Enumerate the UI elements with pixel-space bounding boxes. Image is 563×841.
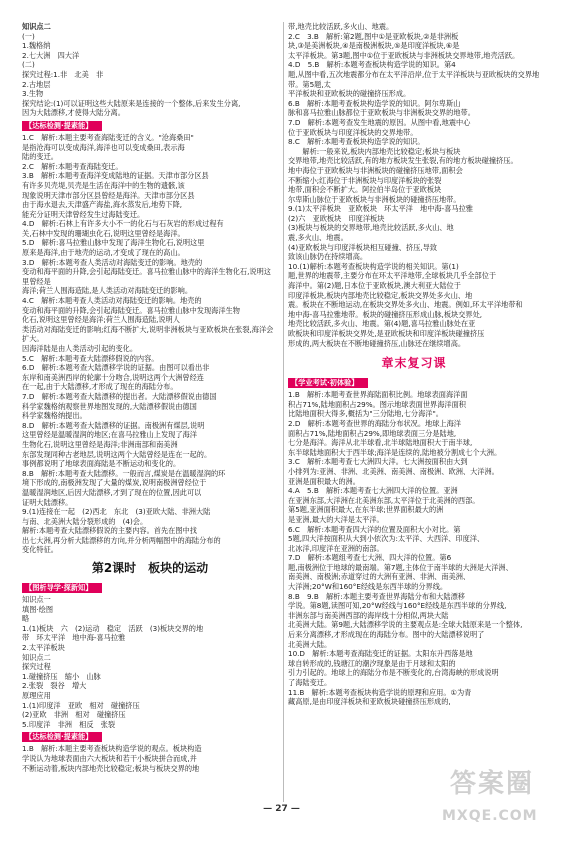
text-line: (3)板块与板块的交界地带,地壳比较活跃,多火山、地 [288, 223, 454, 233]
text-line: 原来是海洋,由于地壳的运动,才变成了现在的高山。 [22, 248, 185, 258]
text-line: 地壳比较活跃,多火山、地震。第(4)题,喜马拉雅山脉处在亚 [288, 319, 476, 329]
text-line: 引力引起的。地球上的海陆分布是不断变化的,台湾海峡的形成说明 [288, 668, 499, 678]
text-line: 1.C 解析:本题主要考查海陆变迁的含义。"沧海桑田" [22, 132, 194, 142]
text-line: 5题,四大洋按面积从大到小依次为:太平洋、大西洋、印度洋、 [288, 534, 485, 544]
text-line: 9.(1)太平洋板块 亚欧板块 环太平洋 地中海-喜马拉雅 [288, 204, 473, 214]
text-line: 现象说明天津市部分区县曾经是海洋。天津市部分区县 [22, 190, 195, 200]
text-line: 尔卑斯山脉位于亚欧板块与非洲板块的碰撞挤压地带。 [288, 194, 461, 204]
section-bar: 【学业考试·初体验】 [288, 378, 368, 388]
text-line: 海洋;荷兰人围海造陆,是人类活动对海陆变迁的影响。 [22, 286, 193, 296]
text-line: 1.B 解析:本题考查世界海陆面积比例。地球表面海洋面 [288, 390, 468, 400]
text-line: 球自转形成的,钱塘江的潮汐现象是由于月球和太阳的 [288, 658, 456, 668]
text-line: 事例都说明了地球表面海陆是不断运动和变化的。 [22, 459, 181, 469]
text-line: 面积占71%,陆地面积占29%,即地球表面三分是陆地, [288, 428, 457, 438]
text-line: 后来分离漂移,才形成现在的海陆分布。图中的大陆漂移说明了 [288, 630, 485, 640]
text-line: 1.魏格纳 [22, 41, 51, 51]
text-line: 境下形成的,南极洲发现了大量的煤炭,说明南极洲曾经位于 [22, 478, 207, 488]
text-line: 7.D 解析:本题考查发生地震的原因。从图中看,地震中心 [288, 117, 471, 127]
text-line: 非洲东部与南美洲西部的海岸线十分相似,两块大陆 [288, 610, 449, 620]
text-line: 4.D 5.B 解析:本题考查板块构造学说的知识。第4 [288, 60, 456, 70]
text-line: (4)亚欧板块与印度洋板块相互碰撞、挤压,导致 [288, 242, 438, 252]
text-line: 3.生物 [22, 89, 44, 99]
text-line: 7.D 解析:本题考查大陆漂移的提出者。大陆漂移假说由德国 [22, 391, 217, 401]
text-line: 知识点二 [22, 22, 51, 31]
text-line: 关,石林中发现的珊瑚虫化石,说明这里曾经是海洋。 [22, 228, 185, 238]
text-line: 是亚洲,最大的大洋是太平洋。 [288, 514, 384, 524]
text-line: 藏高原,是由印度洋板块和亚欧板块碰撞挤压形成的, [288, 697, 451, 707]
text-line: 8.C 解析:本题考查板块构造学说的知识。 [288, 137, 425, 147]
section-bar-row [288, 376, 540, 390]
text-line: 知识点一 [22, 595, 51, 605]
left-column [22, 22, 278, 773]
text-line: 4.C 解析:本题考查人类活动对海陆变迁的影响。地壳的 [22, 296, 202, 306]
text-line: 2.古地层 [22, 79, 51, 89]
section-bar: 【达标检测·提素能】 [22, 121, 102, 131]
text-line: 科学家魏格纳提出。 [22, 411, 87, 421]
text-line: 2.D 解析:本题考查世界的海陆分布状况。地球上海洋 [288, 418, 461, 428]
text-line: 因海洋陆是由人类活动引起的变化。 [22, 344, 138, 353]
text-line: 与南、北美洲大陆分裂形成的 (4)会。 [22, 516, 148, 526]
text-line: 10.(1)解析:本题考查板块构造学说的相关知识。第(1) [288, 261, 459, 271]
text-line: 形成的,两大板块在不断地碰撞挤压,山脉还在继续增高。 [288, 338, 466, 348]
column-divider [283, 22, 284, 802]
text-line: 变化特征。 [22, 545, 58, 555]
text-line: 北美洲大陆。 [288, 639, 332, 649]
text-line: 温暖湿润地区,后因大陆漂移,才到了现在的位置,因此可以 [22, 487, 202, 497]
watermark-text: 答案圈 [450, 769, 535, 799]
text-line: (2)六 亚欧板块 印度洋板块 [288, 213, 385, 223]
text-line: 脉和喜马拉雅山脉都位于亚欧板块与非洲板块交界的地带。 [288, 108, 475, 118]
text-line: 化石,说明这里曾经是海洋;荷兰人围海造陆,说明人 [22, 315, 180, 325]
text-line: 8.B 解析:本题考查大陆漂移。一般而言,煤炭是在温暖湿润的环 [22, 468, 226, 478]
text-line: 能充分证明天津曾经发生过海陆变迁。 [22, 209, 145, 219]
text-line: 8.B 9.B 解析:本题主要考查世界海陆分布和大陆漂移 [288, 591, 465, 601]
text-line: 6.B 解析:本题考查板块构造学说的知识。阿尔卑斯山 [288, 98, 461, 108]
text-line: 带,地壳比较活跃,多火山、地震。 [288, 22, 394, 31]
text-line: 在亚洲东部,大洋洲在北美洲东部,太平洋位于北美洲的西部。 [288, 495, 480, 505]
text-line: 这里曾经是温暖湿润的地区;在喜马拉雅山上发现了海洋 [22, 430, 197, 440]
section-bar-row [22, 729, 278, 744]
text-line: 不断缩小;红海位于非洲板块与印度洋板块的张裂 [288, 175, 442, 185]
text-line: 原理应用 [22, 691, 51, 700]
text-line: 七分是海洋。海洋从北半球看,北半球陆地面积大于南半球, [288, 438, 473, 448]
text-line: 2.太平洋板块 [22, 643, 65, 653]
text-line: 解析:本题考查大陆漂移假说的主要内容。首先在图中找 [22, 526, 197, 536]
text-line: 探究过程 [22, 662, 51, 672]
text-line: 位于亚欧板块与印度洋板块的交界地带。 [288, 127, 418, 137]
text-line: 平洋板块和亚欧板块的碰撞挤压形成。 [288, 89, 411, 99]
text-line: 2.七大洲 四大洋 [22, 50, 80, 60]
text-line: 带 环太平洋 地中海-喜马拉雅 [22, 633, 126, 643]
text-line: 亚洲是面积最大的洲。 [288, 476, 360, 486]
text-line: 2.C 解析:本题考查海陆变迁。 [22, 161, 123, 171]
text-line: 1.B 解析:本题主要考查板块构造学说的观点。板块构造 [22, 744, 202, 754]
text-line: 变动和海平面的升降,会引起海陆变迁。喜马拉雅山脉中发现海洋生物 [22, 305, 240, 315]
text-line: 5.C 解析:本题考查大陆漂移假说的内容。 [22, 353, 159, 363]
text-line: 地中海-喜马拉雅地带。板块的碰撞挤压形成山脉,板块交界处, [288, 309, 483, 319]
text-line: 填图·绘图 [22, 604, 54, 614]
text-line: 1.(1)板块 六 (2)运动 稳定 活跃 (3)板块交界的地 [22, 623, 204, 633]
text-line: 因为大陆漂移,才使得大陆分离。 [22, 108, 125, 118]
text-line: 探究结论:(1)可以证明这些大陆原来是连接的一个整体,后来发生分离, [22, 98, 241, 108]
text-line: 在一起,由于大陆漂移,才形成了现在的海陆分布。 [22, 382, 178, 392]
text-line: 地中海位于亚欧板块与非洲板块的碰撞挤压地带,面积会 [288, 165, 463, 175]
text-line: 3.B 解析:本题考查海洋变成陆地的证据。天津市部分区县 [22, 171, 209, 181]
text-line: (2)亚欧 非洲 相对 碰撞挤压 [22, 710, 126, 720]
text-line: 7.D 解析:本题组考查七大洲、四大洋的位置。第6 [288, 553, 452, 563]
text-line: 东部发现同种古老地层,说明这两个大陆曾经是连在一起的。 [22, 449, 212, 459]
text-line: 10.D 解析:本题考查海陆变迁的证据。太阳东升西落是地 [288, 649, 473, 659]
text-line: 2.C 3.B 解析:第2题,图中①是亚欧板块,②是非洲板 [288, 31, 459, 41]
text-line: 6.D 解析:本题考查大陆漂移学说的证据。由图可以看出非 [22, 363, 210, 373]
text-line: 1.(1)印度洋 亚欧 相对 碰撞挤压 [22, 700, 140, 710]
text-line: 震,多火山、地震。 [288, 233, 348, 243]
text-line: 略 [22, 614, 30, 624]
text-line: 题,南极洲位于地球的最南端。第7题,主体位于南半球的大洲是大洋洲、 [288, 562, 513, 572]
text-line: 类活动对海陆变迁的影响;红海不断扩大,说明非洲板块与亚欧板块在张裂,海洋会扩大。 [22, 324, 274, 344]
section-bar-row [22, 580, 278, 595]
text-line: 印度洋板块,板块内部地壳比较稳定,板块交界处多火山、地 [288, 290, 473, 300]
text-line: 5.印度洋 非洲 相反 张裂 [22, 719, 116, 729]
text-line: 地带,面积会不断扩大。阿拉伯半岛位于亚欧板块 [288, 185, 442, 195]
text-line: 2.张裂 裂谷 增大 [22, 681, 87, 691]
text-line: 有许多贝壳堤,贝壳是生活在海洋中的生物的遗骸,该 [22, 180, 185, 190]
text-line: 解析:一般来说,板块内部地壳比较稳定;板块与板块 [288, 146, 461, 156]
text-line: 陆的变迁。 [22, 152, 58, 162]
text-line: 学说。第8题,读图可知,20°W经线与160°E经线是东西半球的分界线, [288, 601, 507, 611]
text-line: 小排列为:亚洲、非洲、北美洲、南美洲、南极洲、欧洲、大洋洲。 [288, 466, 499, 476]
text-line: 由于海水退去,天津盛产海盐,海水蒸发后,地势下降, [22, 200, 183, 210]
text-line: 生物化石,说明这里曾经是海洋;非洲南部和南美洲 [22, 439, 178, 449]
text-line: 变动和海平面的升降,会引起海陆变迁。喜马拉雅山脉中的海洋生物化石,说明这里曾经是 [22, 267, 271, 286]
section-bar: 【图析导学·探新知】 [22, 583, 102, 593]
text-line: 南美洲、南极洲;赤道穿过的大洲有亚洲、非洲、南美洲、 [288, 572, 471, 582]
text-line: 不断运动着,板块内部地壳比较稳定;板块与板块交界的地 [22, 763, 200, 773]
watermark-logo [440, 769, 555, 830]
text-line: (二) [22, 60, 35, 70]
text-line: 积占71%,陆地面积占29%。图示地球表面世界海洋面积 [288, 399, 466, 409]
text-line: 北美洲大陆。第9题,大陆漂移学说的主要观点是:全球大陆原来是一个整体, [288, 620, 523, 630]
text-line: 11.B 解析:本题考查板块构造学说的原理和应用。①为青 [288, 687, 472, 697]
text-line: 知识点二 [22, 652, 51, 662]
right-column [288, 22, 540, 707]
text-line: 1.碰撞挤压 缩小 山脉 [22, 671, 101, 681]
text-line: 交界地带,地壳比较活跃,有的地方板块发生张裂,有的地方板块碰撞挤压。 [288, 156, 518, 166]
text-line: 北冰洋,印度洋在亚洲的南部。 [288, 543, 384, 553]
text-line: 4.D 解析:石林上有许多大小不一的化石与石灰岩的形成过程有 [22, 219, 224, 229]
text-line: 6.C 解析:本题考查四大洋的位置及面积大小对比。第 [288, 524, 461, 534]
chapter-review-heading: 章末复习课 [381, 356, 447, 371]
lesson-heading: 第2课时 板块的运动 [91, 561, 209, 576]
text-line: 块,③是美洲板块,④是南极洲板块,⑤是印度洋板块,⑥是 [288, 41, 460, 51]
text-line: 太平洋板块。第3题,图中①位于亚欧板块与非洲板块交界地带,地壳活跃。 [288, 50, 520, 60]
watermark-url: MXQE.COM [442, 808, 538, 824]
text-line: 是指沧海可以变成海洋,海洋也可以变成桑田,表示海 [22, 142, 185, 152]
text-line: 比陆地面积大得多,概括为"三分陆地,七分海洋"。 [288, 409, 443, 419]
text-line: 东岸和南美洲西岸的轮廓十分吻合,说明这两个大洲曾经连 [22, 372, 204, 382]
text-line: 大洋洲;20°W和160°E经线是东西半球的分界线。 [288, 582, 448, 592]
text-line: 探究过程:1.非 北美 非 [22, 69, 104, 79]
text-line: 欧板块和印度洋板块交界处,是亚欧板块和印度洋板块碰撞挤压 [288, 329, 485, 338]
text-line: 8.D 解析:本题考查大陆漂移的证据。南极洲有煤层,说明 [22, 420, 205, 430]
text-line: 3.C 解析:本题考查七大洲四大洋。七大洲按面积由大到 [288, 457, 468, 467]
text-line: 了海陆变迁。 [288, 678, 332, 687]
text-line: 题,从图中看,五次地震都分布在太平洋沿岸,位于太平洋板块与亚欧板块的交界地带。第5题,太 [288, 69, 540, 89]
text-line: 5.D 解析:喜马拉雅山脉中发现了海洋生物化石,说明这里 [22, 238, 205, 248]
section-bar: 【达标检测·提素能】 [22, 732, 102, 742]
text-line: 震。板块在不断地运动,在板块交界处多火山、地震。例如,环太平洋地带和 [288, 300, 523, 310]
page-number: — 27 — [263, 804, 300, 814]
text-line: 海洋中。第(2)题,日本位于亚欧板块,澳大利亚大陆位于 [288, 281, 461, 291]
text-line: 9.(1)连接在一起 (2)西北 东北 (3)亚欧大陆、非洲大陆 [22, 507, 211, 517]
section-bar-row [22, 118, 278, 133]
text-line: 出七大洲,再分析大陆漂移的方向,并分析两幅图中的海陆分布的 [22, 535, 221, 545]
text-line: 第5题,亚洲面积最大,在东半球;世界面积最大的洲 [288, 505, 444, 515]
text-line: 致该山脉仍在持续增高。 [288, 252, 368, 262]
text-line: 东半球陆地面积大于西半球;海洋是连续的,陆地被分割成七个大洲。 [288, 447, 502, 457]
text-line: 3.D 解析:本题考查人类活动对海陆变迁的影响。地壳的 [22, 257, 203, 267]
text-line: 证明大陆漂移。 [22, 497, 73, 507]
text-line: 题,世界的地震带,主要分布在环太平洋地带,全球板块几乎全部位于 [288, 271, 497, 281]
text-line: 4.A 5.B 解析:本题考查七大洲四大洋的位置。亚洲 [288, 486, 458, 496]
text-line: (一) [22, 31, 35, 41]
text-line: 学说认为地球表面由六大板块和若干小板块拼合而成,并 [22, 753, 197, 763]
text-line: 科学家魏格纳观察世界地图发现的,大陆漂移假说由德国 [22, 401, 197, 411]
